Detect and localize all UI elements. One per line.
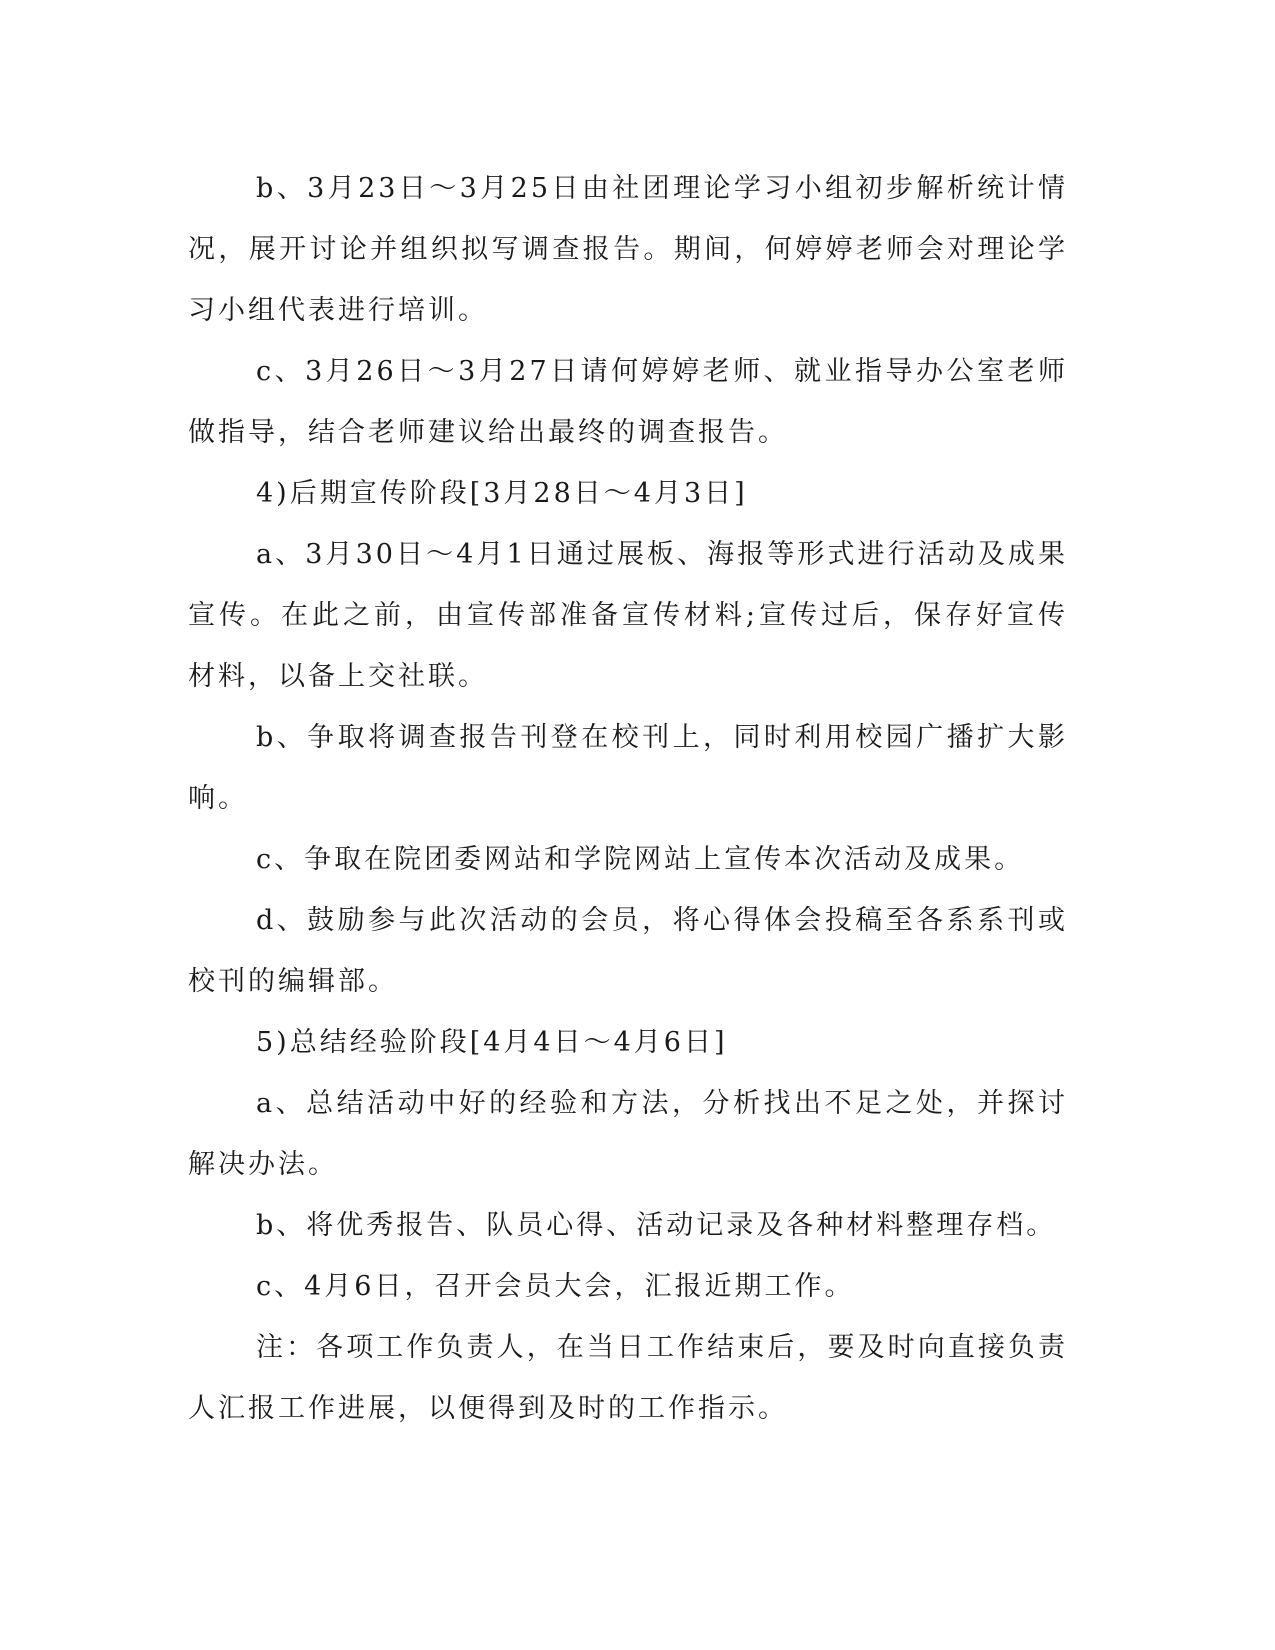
paragraph-stage4-c: c、争取在院团委网站和学院网站上宣传本次活动及成果。 xyxy=(256,844,1025,875)
paragraph-stage4-d: d、鼓励参与此次活动的会员，将心得体会投稿至各系系刊或校刊的编辑部。 xyxy=(188,905,1068,997)
heading-stage5: 5)总结经验阶段[4月4日～4月6日] xyxy=(256,1027,728,1058)
paragraph-stage4-a: a、3月30日～4月1日通过展板、海报等形式进行活动及成果宣传。在此之前，由宣传部准备宣传材料;宣传过后，保存好宣传材料，以备上交社联。 xyxy=(188,539,1068,692)
paragraph-stage3-c: c、3月26日～3月27日请何婷婷老师、就业指导办公室老师做指导，结合老师建议给出最终的调查报告。 xyxy=(188,356,1068,448)
paragraph-note: 注：各项工作负责人，在当日工作结束后，要及时向直接负责人汇报工作进展，以便得到及时的工作指示。 xyxy=(188,1332,1068,1424)
paragraph-stage4-b: b、争取将调查报告刊登在校刊上，同时利用校园广播扩大影响。 xyxy=(188,722,1068,814)
document-body xyxy=(188,158,1068,1439)
paragraph-stage5-b: b、将优秀报告、队员心得、活动记录及各种材料整理存档。 xyxy=(256,1210,1057,1241)
paragraph-stage5-c: c、4月6日，召开会员大会，汇报近期工作。 xyxy=(256,1271,855,1302)
paragraph-stage3-b: b、3月23日～3月25日由社团理论学习小组初步解析统计情况，展开讨论并组织拟写调查报告。期间，何婷婷老师会对理论学习小组代表进行培训。 xyxy=(188,173,1068,326)
heading-stage4: 4)后期宣传阶段[3月28日～4月3日] xyxy=(256,478,748,509)
paragraph-stage5-a: a、总结活动中好的经验和方法，分析找出不足之处，并探讨解决办法。 xyxy=(188,1088,1068,1180)
